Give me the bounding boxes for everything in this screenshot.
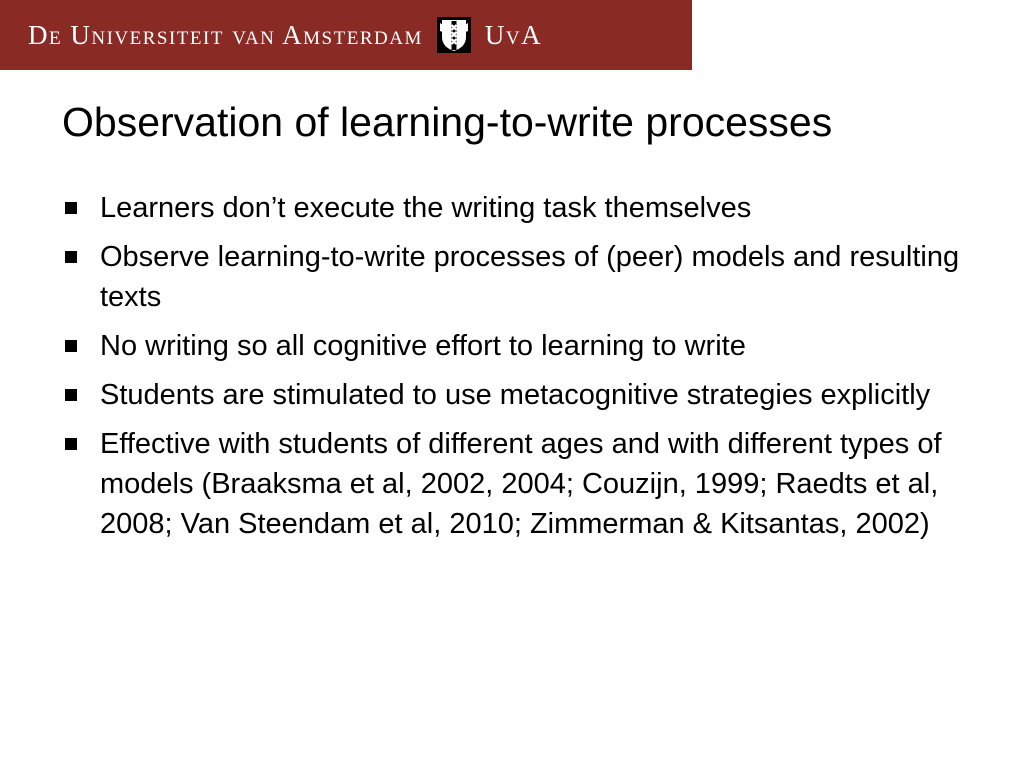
- bullet-item: [62, 326, 962, 366]
- bullet-item: [62, 188, 962, 228]
- bullet-text: Students are stimulated to use metacognitive strategies explicitly: [100, 379, 931, 411]
- bullet-text: No writing so all cognitive effort to learning to write: [100, 330, 746, 362]
- university-banner: [0, 0, 692, 70]
- bullet-text: Learners don’t execute the writing task themselves: [100, 192, 752, 224]
- square-bullet-icon: [65, 340, 77, 352]
- university-abbreviation: UvA: [484, 19, 543, 50]
- amsterdam-crest-icon: [437, 17, 471, 53]
- square-bullet-icon: [65, 438, 77, 450]
- bullet-item: [62, 375, 962, 415]
- bullet-list: [62, 188, 962, 553]
- bullet-text: Effective with students of different ages and with different types of models (Braaksma et al, 2002, 2004; Couzijn, 1999; Raedts et al, 2008; Van Steendam et al, 2010; Zimmerman & Kitsantas, 2002): [100, 428, 942, 540]
- bullet-item: [62, 424, 962, 544]
- square-bullet-icon: [65, 389, 77, 401]
- university-name: De Universiteit van Amsterdam: [28, 19, 423, 50]
- bullet-text: Observe learning-to-write processes of (peer) models and resulting texts: [100, 241, 960, 313]
- square-bullet-icon: [65, 202, 77, 214]
- bullet-item: [62, 237, 962, 317]
- square-bullet-icon: [65, 251, 77, 263]
- slide-title: Observation of learning-to-write processes: [62, 99, 833, 145]
